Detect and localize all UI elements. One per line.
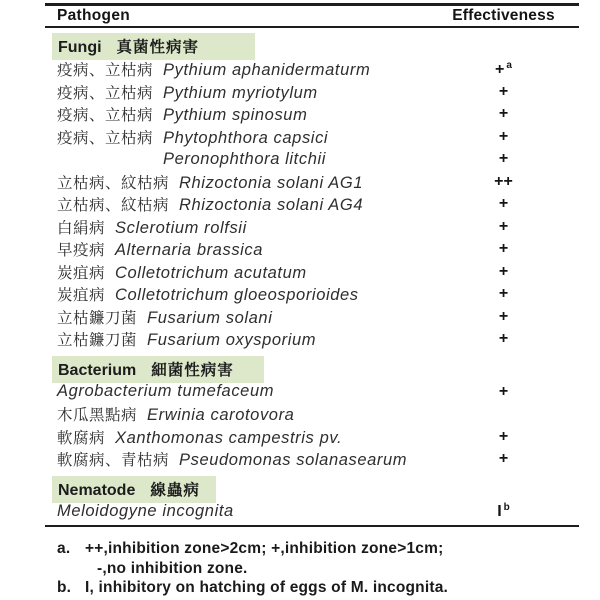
pathogen-name-latin: Colletotrichum gloeosporioides [115,286,359,305]
pathogen-name-latin: Pythium myriotylum [163,83,318,102]
section-title-en: Nematode [58,481,136,499]
table-row [45,261,579,284]
pathogen-cell [45,126,444,148]
table-row [45,426,579,449]
table-row [45,193,579,216]
effectiveness-cell [444,502,579,521]
pathogen-name-latin: Rhizoctonia solani AG4 [179,196,364,215]
pathogen-name-zh: 疫病、立枯病 [57,129,154,147]
table-body [45,35,579,523]
pathogen-name-latin: Alternaria brassica [115,241,264,260]
pathogen-cell [45,403,444,425]
pathogen-name-zh: 疫病、立枯病 [57,84,154,102]
effectiveness-cell [444,308,579,326]
section-header [45,358,579,381]
pathogen-name-latin: Fusarium solani [147,308,273,327]
table-row [45,238,579,261]
pathogen-name-latin: Rhizoctonia solani AG1 [179,173,364,192]
effectiveness-mark: + [498,105,509,123]
section-bacterium [45,358,579,471]
effectiveness-cell [444,428,579,446]
pathogen-name-zh: 立枯鐮刀菌 [57,332,138,350]
section-header [45,478,579,501]
pathogen-name-latin: Agrobacterium tumefaceum [57,382,275,401]
effectiveness-cell [444,218,579,236]
effectiveness-mark: + [498,427,509,445]
table-row [45,216,579,239]
pathogen-cell [45,171,444,193]
effectiveness-mark: I $^b$ [497,502,510,521]
effectiveness-mark: + [498,82,509,100]
effectiveness-cell [444,383,579,401]
pathogen-cell [45,426,444,448]
effectiveness-cell [444,128,579,146]
pathogen-name-zh: 炭疽病 [57,287,106,305]
section-title-en: Bacterium [58,361,137,379]
column-header-effectiveness: Effectiveness [452,7,555,24]
pathogen-cell [45,448,444,470]
footnote-text [85,539,579,578]
effectiveness-mark: + [498,127,509,145]
table-row [45,103,579,126]
section-title-zh: 細菌性病害 [151,361,234,379]
table-row [45,403,579,426]
effectiveness-mark: + [498,195,509,213]
table-row [45,148,579,171]
pathogen-cell [45,216,444,238]
footnote-text [85,578,579,598]
effectiveness-cell [444,263,579,281]
effectiveness-mark: + [498,382,509,400]
pathogen-name-zh: 軟腐病、青枯病 [57,452,170,470]
pathogen-name-latin: Fusarium oxysporium [147,331,317,350]
effectiveness-mark: + [498,285,509,303]
pathogen-name-zh: 軟腐病 [57,429,106,447]
section-title-highlight [52,476,216,503]
pathogen-name-latin: Pseudomonas solanasearum [179,451,408,470]
pathogen-name-zh: 疫病、立枯病 [57,62,154,80]
pathogen-name-latin: Meloidogyne incognita [57,502,234,521]
effectiveness-mark: + $^a$ [495,59,512,78]
effectiveness-cell [444,83,579,101]
effectiveness-cell [444,285,579,303]
pathogen-name-latin: Xanthomonas campestris pv. [115,428,343,447]
pathogen-cell [45,283,444,305]
effectiveness-mark: + [498,307,509,325]
table-row [45,58,579,81]
effectiveness-cell [444,105,579,123]
pathogen-name-latin: Pythium aphanidermaturm [163,61,371,80]
effectiveness-cell [444,195,579,213]
pathogen-name-latin: Colletotrichum acutatum [115,263,307,282]
section-title-highlight [52,356,264,383]
footnote-marker: b. [57,579,72,596]
table-row [45,448,579,471]
table-row [45,306,579,329]
table-row [45,283,579,306]
footnotes [45,539,579,598]
footnote-marker: a. [57,540,71,557]
table-row [45,81,579,104]
effectiveness-cell [444,150,579,168]
bottom-rule [45,525,579,527]
pathogen-cell [45,150,444,169]
footnote-line: -,no inhibition zone. [97,559,248,577]
effectiveness-footnote-ref: b [503,502,510,514]
effectiveness-cell [444,330,579,348]
footnote [45,539,579,578]
table-row [45,501,579,524]
effectiveness-cell [444,240,579,258]
effectiveness-cell [444,60,579,79]
section-nematode [45,478,579,524]
effectiveness-mark: + [498,330,509,348]
pathogen-name-latin: Erwinia carotovora [147,406,295,425]
effectiveness-footnote-ref: a [506,59,512,71]
pathogen-name-latin: Pythium spinosum [163,106,308,125]
footnote-line: I, inhibitory on hatching of eggs of M. incognita. [85,579,449,596]
pathogen-cell [45,306,444,328]
section-title-highlight [52,33,255,60]
effectiveness-mark: + [498,240,509,258]
section-header [45,35,579,58]
pathogen-name-zh: 早疫病 [57,242,106,260]
pathogen-name-zh: 木瓜黑點病 [57,407,138,425]
effectiveness-cell [444,173,579,191]
pathogen-name-latin: Peronophthora litchii [163,149,327,168]
table-row [45,328,579,351]
effectiveness-mark: + [498,450,509,468]
footnote [45,578,579,598]
table-row [45,381,579,404]
pathogen-name-zh: 白絹病 [57,219,106,237]
pathogen-cell [45,328,444,350]
effectiveness-cell [444,450,579,468]
pathogen-name-latin: Sclerotium rolfsii [115,218,247,237]
pathogen-cell [45,261,444,283]
pathogen-name-zh: 立枯病、紋枯病 [57,197,170,215]
pathogen-name-zh: 炭疽病 [57,264,106,282]
column-header-pathogen: Pathogen [57,7,131,24]
pathogen-name-latin: Phytophthora capsici [163,128,329,147]
pathogen-cell [45,238,444,260]
effectiveness-mark: ++ [494,172,513,190]
footnote-line: ++,inhibition zone>2cm; +,inhibition zone>1cm; [85,540,444,557]
pathogen-cell [45,81,444,103]
pathogen-name-zh: 立枯病、紋枯病 [57,174,170,192]
section-fungi [45,35,579,351]
effectiveness-mark: + [498,217,509,235]
pathogen-table [45,3,579,598]
pathogen-cell [45,382,444,401]
effectiveness-mark: + [498,150,509,168]
section-title-zh: 線蟲病 [150,481,200,499]
section-title-zh: 真菌性病害 [116,39,200,56]
section-title-en: Fungi [58,39,102,56]
effectiveness-mark: + [498,262,509,280]
pathogen-cell [45,103,444,125]
table-row [45,171,579,194]
table-row [45,126,579,149]
table-header-row [45,6,579,26]
pathogen-name-zh: 疫病、立枯病 [57,107,154,125]
pathogen-name-zh: 立枯鐮刀菌 [57,309,138,327]
pathogen-cell [45,58,444,80]
pathogen-cell [45,193,444,215]
header-rule [45,26,579,28]
pathogen-cell [45,502,444,521]
